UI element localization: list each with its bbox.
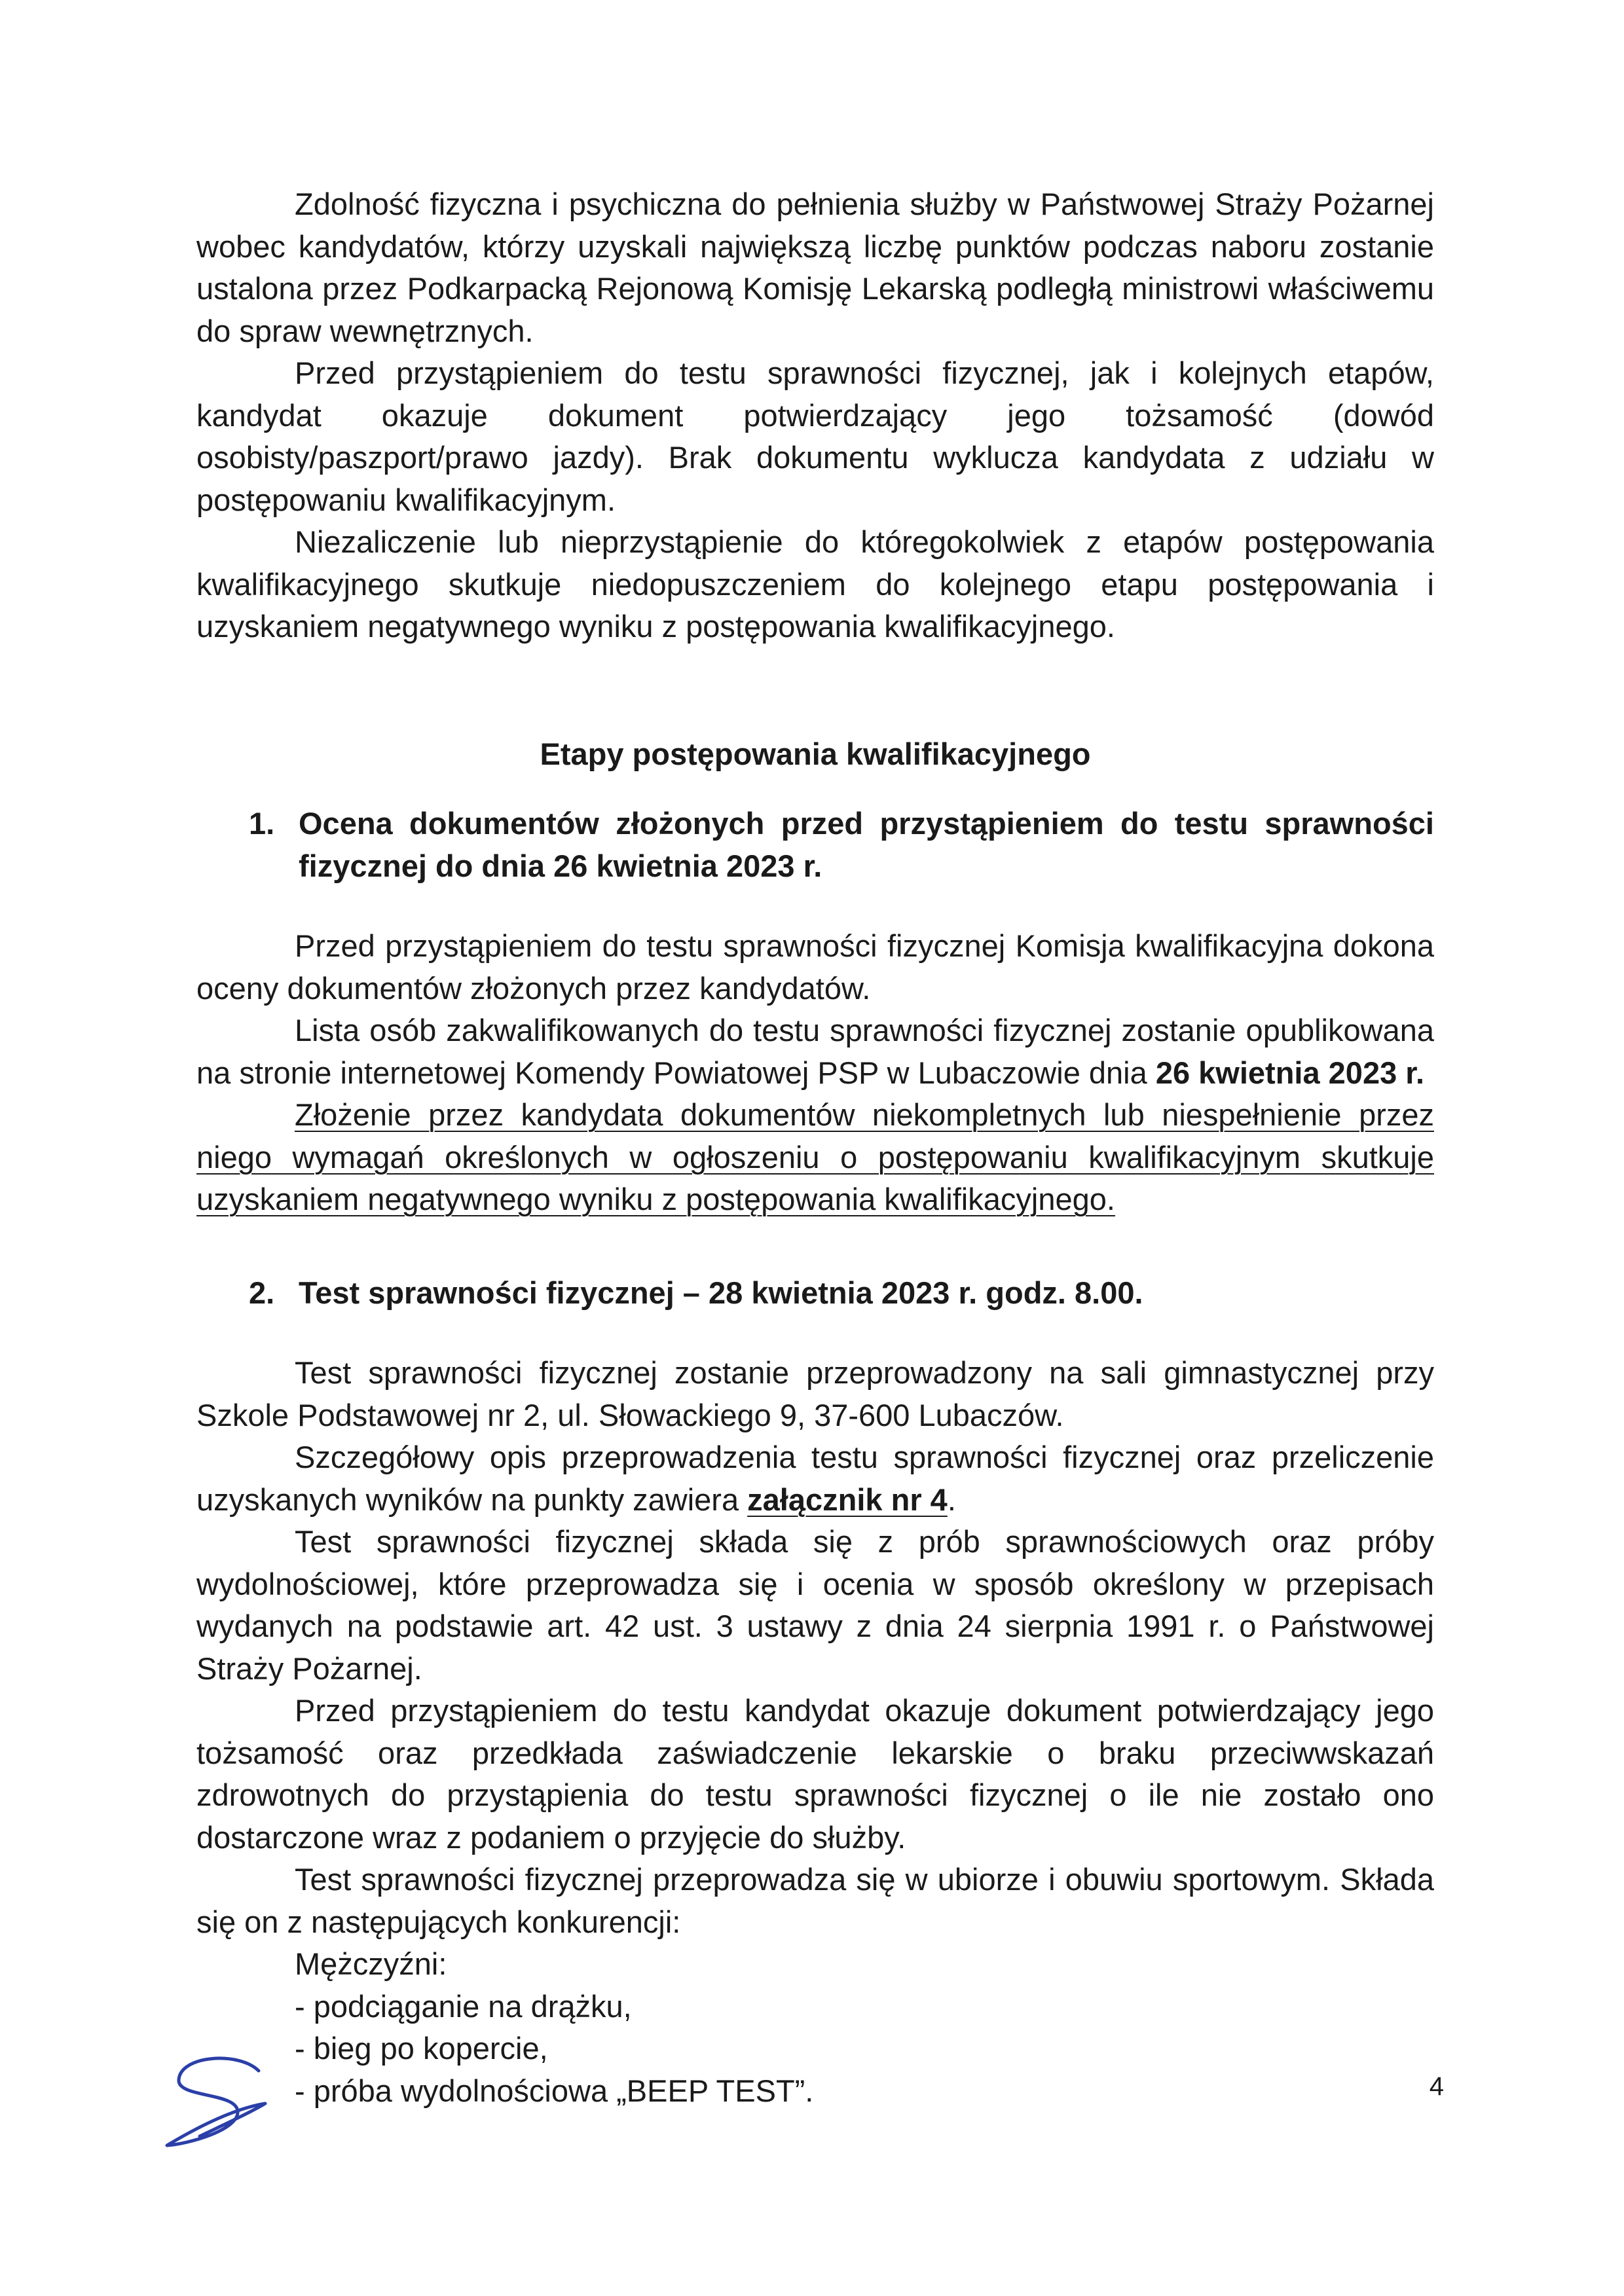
stage-2-paragraph-2: [196, 1436, 1434, 1521]
intro-paragraph-1: Zdolność fizyczna i psychiczna do pełnienia służby w Państwowej Straży Pożarnej wobec kandydatów, którzy uzyskali największą liczbę punktów podczas naboru zostanie ustalona przez Podkarpacką Rejonową Komisję Lekarską podległą ministrowi właściwemu do spraw wewnętrznych.: [196, 187, 1434, 348]
attachment-reference: załącznik nr 4: [747, 1482, 948, 1517]
intro-paragraph-2: Przed przystąpieniem do testu sprawności fizycznej, jak i kolejnych etapów, kandydat okazuje dokument potwierdzający jego tożsamość (dowód osobisty/paszport/prawo jazdy). Brak dokumentu wyklucza kandydata z udziału w postępowaniu kwalifikacyjnym.: [196, 355, 1434, 517]
competition-list: [295, 1943, 1434, 2112]
stage-1-paragraph-3: Złożenie przez kandydata dokumentów niekompletnych lub niespełnienie przez niego wymagań określonych w ogłoszeniu o postępowaniu kwalifikacyjnym skutkuje uzyskaniem negatywnego wyniku z postępowania kwalifikacyjnego.: [196, 1097, 1434, 1216]
stage-1-heading: [249, 803, 1434, 887]
stage-2-paragraph-5: Test sprawności fizycznej przeprowadza się w ubiorze i obuwiu sportowym. Składa się on z następujących konkurencji:: [196, 1862, 1434, 1939]
page-number: 4: [1429, 2072, 1444, 2101]
stage-2-paragraph-2-text: Szczegółowy opis przeprowadzenia testu sprawności fizycznej oraz przeliczenie uzyskanych wyników na punkty zawiera: [196, 1440, 1434, 1517]
stage-1-paragraph-2: [196, 1010, 1434, 1094]
stage-2-paragraph-1: Test sprawności fizycznej zostanie przeprowadzony na sali gimnastycznej przy Szkole Podstawowej nr 2, ul. Słowackiego 9, 37-600 Lubaczów.: [196, 1355, 1434, 1432]
stage-2-heading-text: Test sprawności fizycznej – 28 kwietnia 2023 r. godz. 8.00.: [299, 1275, 1143, 1310]
stage-2-paragraph-3: Test sprawności fizycznej składa się z prób sprawnościowych oraz próby wydolnościowej, które przeprowadza się i ocenia w sposób określony w przepisach wydanych na podstawie art. 42 ust. 3 ustawy z dnia 24 sierpnia 1991 r. o Państwowej Straży Pożarnej.: [196, 1524, 1434, 1686]
section-title: Etapy postępowania kwalifikacyjnego: [540, 736, 1091, 771]
stage-2-paragraph-4: Przed przystąpieniem do testu kandydat okazuje dokument potwierdzający jego tożsamość oraz przedkłada zaświadczenie lekarskie o braku przeciwwskazań zdrowotnych do przystąpienia do testu sprawności fizycznej o ile nie zostało ono dostarczone wraz z podaniem o przyjęcie do służby.: [196, 1693, 1434, 1855]
stage-1-heading-text: Ocena dokumentów złożonych przed przystąpieniem do testu sprawności fizycznej do dnia 26 kwietnia 2023 r.: [299, 806, 1434, 883]
competition-item: - podciąganie na drążku,: [295, 1988, 632, 2024]
stage-1-paragraph-1: Przed przystąpieniem do testu sprawności fizycznej Komisja kwalifikacyjna dokona oceny dokumentów złożonych przez kandydatów.: [196, 928, 1434, 1006]
intro-paragraph-3: Niezaliczenie lub nieprzystąpienie do któregokolwiek z etapów postępowania kwalifikacyjnego skutkuje niedopuszczeniem do kolejnego etapu postępowania i uzyskaniem negatywnego wyniku z postępowania kwalifikacyjnego.: [196, 524, 1434, 644]
publication-date: 26 kwietnia 2023 r.: [1155, 1055, 1425, 1090]
page-content: [196, 183, 1434, 2112]
stage-1-paragraph-2-text: Lista osób zakwalifikowanych do testu sprawności fizycznej zostanie opublikowana na stronie internetowej Komendy Powiatowej PSP w Lubaczowie dnia: [196, 1013, 1434, 1090]
stage-1-number: 1.: [249, 806, 275, 841]
handwritten-signature-icon: [160, 2052, 272, 2151]
competition-item: - próba wydolnościowa „BEEP TEST”.: [295, 2073, 814, 2108]
stage-2-paragraph-2-end: .: [947, 1482, 956, 1517]
competition-group-label: Mężczyźni:: [295, 1946, 447, 1981]
competition-item: - bieg po kopercie,: [295, 2031, 548, 2066]
stage-2-number: 2.: [249, 1275, 275, 1310]
stage-2-heading: [249, 1272, 1434, 1315]
